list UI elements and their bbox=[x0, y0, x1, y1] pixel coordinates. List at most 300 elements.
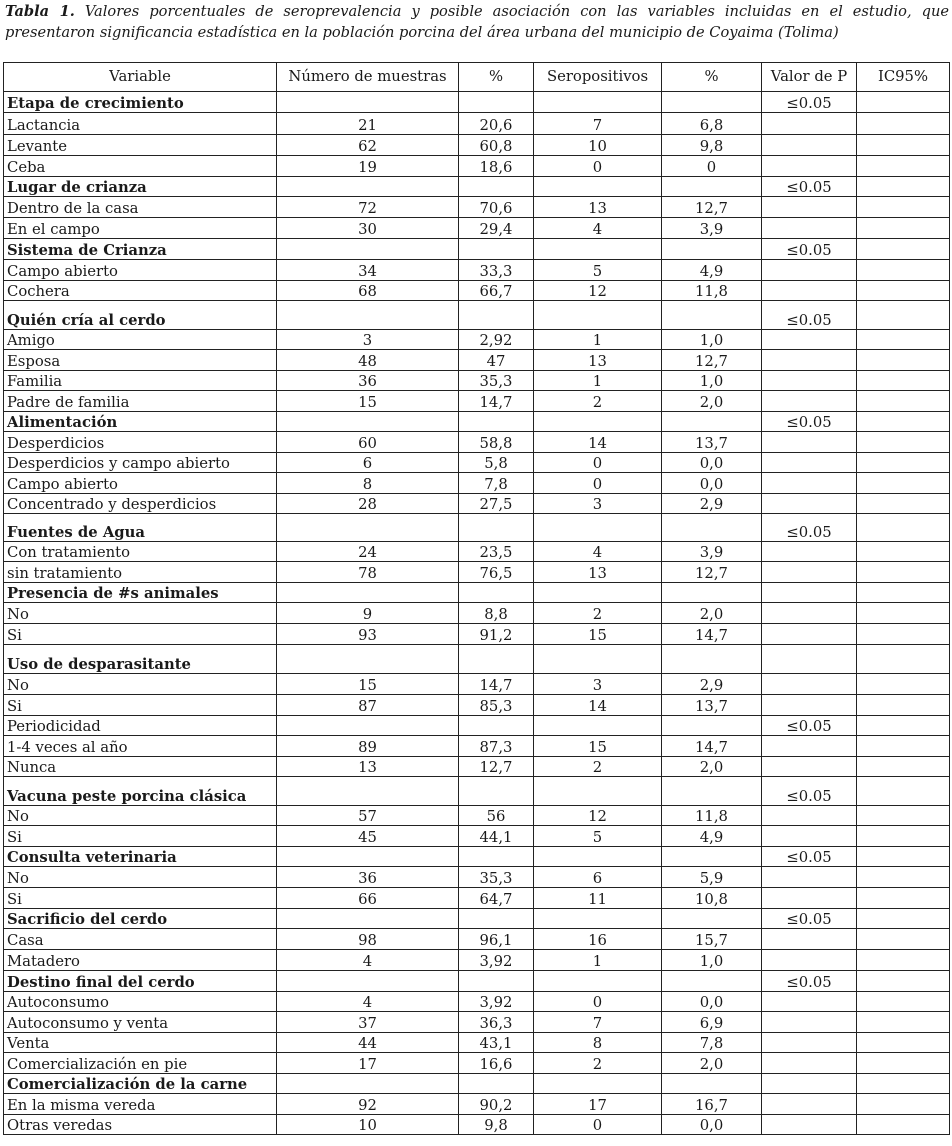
variable-cell: Con tratamiento bbox=[4, 542, 277, 562]
variable-cell: Esposa bbox=[4, 350, 277, 371]
ic95-cell bbox=[857, 371, 950, 391]
muestras-cell: 98 bbox=[277, 929, 459, 950]
variable-cell: Si bbox=[4, 624, 277, 645]
variable-cell: Desperdicios y campo abierto bbox=[4, 453, 277, 473]
valor-p-cell bbox=[762, 736, 857, 757]
pct-seropositivos-cell bbox=[662, 645, 762, 674]
pct-muestras-cell bbox=[459, 92, 534, 113]
valor-p-cell: ≤0.05 bbox=[762, 514, 857, 542]
valor-p-cell: ≤0.05 bbox=[762, 847, 857, 867]
ic95-cell bbox=[857, 695, 950, 716]
valor-p-cell bbox=[762, 135, 857, 156]
ic95-cell bbox=[857, 542, 950, 562]
pct-muestras-cell: 56 bbox=[459, 806, 534, 826]
valor-p-cell bbox=[762, 826, 857, 847]
ic95-cell bbox=[857, 330, 950, 350]
variable-cell: No bbox=[4, 806, 277, 826]
table-row bbox=[4, 330, 950, 350]
pct-muestras-cell bbox=[459, 583, 534, 603]
ic95-cell bbox=[857, 350, 950, 371]
muestras-cell: 92 bbox=[277, 1094, 459, 1115]
table-row bbox=[4, 950, 950, 971]
table-row bbox=[4, 260, 950, 281]
seropositivos-cell: 13 bbox=[534, 350, 662, 371]
seropositivos-cell: 0 bbox=[534, 453, 662, 473]
pct-seropositivos-cell: 11,8 bbox=[662, 281, 762, 301]
pct-muestras-cell: 9,8 bbox=[459, 1115, 534, 1135]
muestras-cell: 8 bbox=[277, 473, 459, 494]
pct-muestras-cell: 5,8 bbox=[459, 453, 534, 473]
ic95-cell bbox=[857, 1053, 950, 1074]
table-body bbox=[4, 92, 950, 1135]
seropositivos-cell: 15 bbox=[534, 624, 662, 645]
seropositivos-cell: 5 bbox=[534, 826, 662, 847]
ic95-cell bbox=[857, 135, 950, 156]
ic95-cell bbox=[857, 777, 950, 806]
muestras-cell bbox=[277, 1074, 459, 1094]
seropositivos-cell bbox=[534, 239, 662, 260]
pct-muestras-cell: 33,3 bbox=[459, 260, 534, 281]
table-row bbox=[4, 156, 950, 177]
pct-muestras-cell: 64,7 bbox=[459, 888, 534, 909]
pct-seropositivos-cell: 0,0 bbox=[662, 473, 762, 494]
pct-seropositivos-cell: 4,9 bbox=[662, 826, 762, 847]
muestras-cell: 19 bbox=[277, 156, 459, 177]
muestras-cell bbox=[277, 239, 459, 260]
table-row bbox=[4, 867, 950, 888]
seropositivos-cell: 8 bbox=[534, 1033, 662, 1053]
pct-muestras-cell bbox=[459, 239, 534, 260]
muestras-cell bbox=[277, 92, 459, 113]
table-row bbox=[4, 1094, 950, 1115]
variable-cell: Amigo bbox=[4, 330, 277, 350]
seropositivos-cell bbox=[534, 1074, 662, 1094]
table-row bbox=[4, 736, 950, 757]
table-row bbox=[4, 113, 950, 135]
ic95-cell bbox=[857, 757, 950, 777]
variable-cell: Presencia de #s animales bbox=[4, 583, 277, 603]
table-row bbox=[4, 218, 950, 239]
group-header-row bbox=[4, 847, 950, 867]
seropositivos-cell bbox=[534, 301, 662, 330]
seropositivos-cell: 2 bbox=[534, 1053, 662, 1074]
pct-muestras-cell: 7,8 bbox=[459, 473, 534, 494]
pct-seropositivos-cell: 6,8 bbox=[662, 113, 762, 135]
valor-p-cell bbox=[762, 888, 857, 909]
variable-cell: Autoconsumo y venta bbox=[4, 1012, 277, 1033]
pct-seropositivos-cell: 2,9 bbox=[662, 674, 762, 695]
pct-seropositivos-cell: 3,9 bbox=[662, 542, 762, 562]
pct-muestras-cell: 44,1 bbox=[459, 826, 534, 847]
table-row bbox=[4, 1115, 950, 1135]
valor-p-cell bbox=[762, 1033, 857, 1053]
ic95-cell bbox=[857, 1074, 950, 1094]
pct-muestras-cell bbox=[459, 716, 534, 736]
ic95-cell bbox=[857, 432, 950, 453]
ic95-cell bbox=[857, 674, 950, 695]
ic95-cell bbox=[857, 716, 950, 736]
pct-seropositivos-cell: 1,0 bbox=[662, 371, 762, 391]
pct-seropositivos-cell: 15,7 bbox=[662, 929, 762, 950]
pct-seropositivos-cell: 16,7 bbox=[662, 1094, 762, 1115]
table-row bbox=[4, 888, 950, 909]
valor-p-cell bbox=[762, 453, 857, 473]
pct-muestras-cell: 35,3 bbox=[459, 867, 534, 888]
pct-seropositivos-cell bbox=[662, 92, 762, 113]
valor-p-cell: ≤0.05 bbox=[762, 909, 857, 929]
seropositivos-cell: 4 bbox=[534, 542, 662, 562]
pct-seropositivos-cell: 6,9 bbox=[662, 1012, 762, 1033]
table-row bbox=[4, 603, 950, 624]
valor-p-cell bbox=[762, 432, 857, 453]
variable-cell: Lactancia bbox=[4, 113, 277, 135]
pct-muestras-cell: 87,3 bbox=[459, 736, 534, 757]
pct-muestras-cell: 60,8 bbox=[459, 135, 534, 156]
seropositivos-cell: 0 bbox=[534, 992, 662, 1012]
seropositivos-cell: 1 bbox=[534, 330, 662, 350]
muestras-cell: 66 bbox=[277, 888, 459, 909]
pct-muestras-cell bbox=[459, 777, 534, 806]
pct-seropositivos-cell: 3,9 bbox=[662, 218, 762, 239]
variable-cell: 1-4 veces al año bbox=[4, 736, 277, 757]
seropositivos-cell bbox=[534, 971, 662, 992]
table-row bbox=[4, 542, 950, 562]
muestras-cell bbox=[277, 514, 459, 542]
variable-cell: Si bbox=[4, 695, 277, 716]
ic95-cell bbox=[857, 301, 950, 330]
muestras-cell: 4 bbox=[277, 950, 459, 971]
valor-p-cell bbox=[762, 757, 857, 777]
variable-cell: En el campo bbox=[4, 218, 277, 239]
seropositivos-cell bbox=[534, 412, 662, 432]
col-header-valor-p: Valor de P bbox=[762, 63, 857, 92]
pct-muestras-cell: 14,7 bbox=[459, 674, 534, 695]
valor-p-cell bbox=[762, 473, 857, 494]
muestras-cell: 48 bbox=[277, 350, 459, 371]
seropositivos-cell: 0 bbox=[534, 1115, 662, 1135]
seropositivos-cell bbox=[534, 92, 662, 113]
table-row bbox=[4, 992, 950, 1012]
ic95-cell bbox=[857, 260, 950, 281]
seropositivos-cell bbox=[534, 777, 662, 806]
valor-p-cell: ≤0.05 bbox=[762, 177, 857, 197]
muestras-cell bbox=[277, 301, 459, 330]
pct-seropositivos-cell: 12,7 bbox=[662, 350, 762, 371]
variable-cell: Nunca bbox=[4, 757, 277, 777]
seropositivos-cell bbox=[534, 583, 662, 603]
muestras-cell: 89 bbox=[277, 736, 459, 757]
pct-seropositivos-cell: 2,0 bbox=[662, 757, 762, 777]
muestras-cell: 24 bbox=[277, 542, 459, 562]
variable-cell: Campo abierto bbox=[4, 260, 277, 281]
table-row bbox=[4, 562, 950, 583]
seropositivos-cell: 4 bbox=[534, 218, 662, 239]
pct-muestras-cell: 3,92 bbox=[459, 950, 534, 971]
muestras-cell: 3 bbox=[277, 330, 459, 350]
valor-p-cell bbox=[762, 674, 857, 695]
ic95-cell bbox=[857, 847, 950, 867]
col-header-pct-muestras: % bbox=[459, 63, 534, 92]
pct-muestras-cell: 76,5 bbox=[459, 562, 534, 583]
variable-cell: Comercialización en pie bbox=[4, 1053, 277, 1074]
pct-muestras-cell bbox=[459, 1074, 534, 1094]
seropositivos-cell: 2 bbox=[534, 603, 662, 624]
pct-seropositivos-cell: 12,7 bbox=[662, 197, 762, 218]
valor-p-cell bbox=[762, 260, 857, 281]
table-row bbox=[4, 494, 950, 514]
variable-cell: Consulta veterinaria bbox=[4, 847, 277, 867]
valor-p-cell bbox=[762, 1074, 857, 1094]
pct-muestras-cell: 70,6 bbox=[459, 197, 534, 218]
pct-seropositivos-cell bbox=[662, 847, 762, 867]
ic95-cell bbox=[857, 113, 950, 135]
pct-seropositivos-cell: 13,7 bbox=[662, 695, 762, 716]
table-head bbox=[4, 63, 950, 92]
table-row bbox=[4, 1012, 950, 1033]
valor-p-cell bbox=[762, 350, 857, 371]
pct-muestras-cell: 47 bbox=[459, 350, 534, 371]
variable-cell: No bbox=[4, 867, 277, 888]
seropositivos-cell bbox=[534, 514, 662, 542]
ic95-cell bbox=[857, 909, 950, 929]
ic95-cell bbox=[857, 156, 950, 177]
pct-seropositivos-cell: 0,0 bbox=[662, 453, 762, 473]
seropositivos-cell bbox=[534, 847, 662, 867]
pct-seropositivos-cell bbox=[662, 716, 762, 736]
pct-seropositivos-cell bbox=[662, 971, 762, 992]
variable-cell: sin tratamiento bbox=[4, 562, 277, 583]
pct-seropositivos-cell: 5,9 bbox=[662, 867, 762, 888]
pct-seropositivos-cell: 12,7 bbox=[662, 562, 762, 583]
muestras-cell bbox=[277, 645, 459, 674]
valor-p-cell bbox=[762, 330, 857, 350]
pct-muestras-cell: 16,6 bbox=[459, 1053, 534, 1074]
table-row bbox=[4, 695, 950, 716]
table-row bbox=[4, 350, 950, 371]
seropositivos-cell bbox=[534, 909, 662, 929]
pct-seropositivos-cell: 14,7 bbox=[662, 624, 762, 645]
col-header-variable: Variable bbox=[4, 63, 277, 92]
table-row bbox=[4, 432, 950, 453]
table-row bbox=[4, 624, 950, 645]
muestras-cell: 34 bbox=[277, 260, 459, 281]
pct-muestras-cell: 12,7 bbox=[459, 757, 534, 777]
pct-seropositivos-cell bbox=[662, 177, 762, 197]
table-row bbox=[4, 391, 950, 412]
muestras-cell: 10 bbox=[277, 1115, 459, 1135]
variable-cell: Familia bbox=[4, 371, 277, 391]
pct-seropositivos-cell: 10,8 bbox=[662, 888, 762, 909]
variable-cell: Comercialización de la carne bbox=[4, 1074, 277, 1094]
variable-cell: Matadero bbox=[4, 950, 277, 971]
variable-cell: Casa bbox=[4, 929, 277, 950]
pct-seropositivos-cell bbox=[662, 1074, 762, 1094]
pct-seropositivos-cell: 11,8 bbox=[662, 806, 762, 826]
caption-text: Valores porcentuales de seroprevalencia y posible asociación con las variables incluidas en el estudio, que presentaron significancia estadística en la población porcina del área urbana del municipio de Coyaima (Tolima) bbox=[5, 3, 949, 41]
valor-p-cell bbox=[762, 562, 857, 583]
valor-p-cell: ≤0.05 bbox=[762, 716, 857, 736]
pct-muestras-cell: 8,8 bbox=[459, 603, 534, 624]
variable-cell: Campo abierto bbox=[4, 473, 277, 494]
table-row bbox=[4, 806, 950, 826]
variable-cell: Periodicidad bbox=[4, 716, 277, 736]
ic95-cell bbox=[857, 391, 950, 412]
seropositivos-cell: 3 bbox=[534, 494, 662, 514]
valor-p-cell bbox=[762, 695, 857, 716]
table-row bbox=[4, 197, 950, 218]
variable-cell: No bbox=[4, 603, 277, 624]
valor-p-cell: ≤0.05 bbox=[762, 301, 857, 330]
muestras-cell bbox=[277, 909, 459, 929]
pct-muestras-cell: 85,3 bbox=[459, 695, 534, 716]
valor-p-cell: ≤0.05 bbox=[762, 971, 857, 992]
variable-cell: Uso de desparasitante bbox=[4, 645, 277, 674]
table-row bbox=[4, 473, 950, 494]
variable-cell: Cochera bbox=[4, 281, 277, 301]
seropositivos-cell: 1 bbox=[534, 371, 662, 391]
pct-muestras-cell bbox=[459, 971, 534, 992]
muestras-cell: 15 bbox=[277, 674, 459, 695]
pct-muestras-cell: 43,1 bbox=[459, 1033, 534, 1053]
table-row bbox=[4, 371, 950, 391]
seropositivos-cell: 12 bbox=[534, 806, 662, 826]
table-caption bbox=[5, 1, 949, 43]
seropositivos-cell bbox=[534, 716, 662, 736]
group-header-row bbox=[4, 239, 950, 260]
seropositivos-cell: 13 bbox=[534, 197, 662, 218]
seropositivos-cell: 7 bbox=[534, 1012, 662, 1033]
pct-seropositivos-cell: 2,0 bbox=[662, 1053, 762, 1074]
pct-muestras-cell: 90,2 bbox=[459, 1094, 534, 1115]
variable-cell: Alimentación bbox=[4, 412, 277, 432]
seropositivos-cell: 15 bbox=[534, 736, 662, 757]
seropositivos-cell: 13 bbox=[534, 562, 662, 583]
table-row bbox=[4, 757, 950, 777]
table-row bbox=[4, 453, 950, 473]
valor-p-cell bbox=[762, 391, 857, 412]
ic95-cell bbox=[857, 562, 950, 583]
pct-seropositivos-cell: 4,9 bbox=[662, 260, 762, 281]
seropositivos-cell bbox=[534, 177, 662, 197]
ic95-cell bbox=[857, 826, 950, 847]
pct-seropositivos-cell: 0,0 bbox=[662, 1115, 762, 1135]
pct-muestras-cell bbox=[459, 909, 534, 929]
muestras-cell: 87 bbox=[277, 695, 459, 716]
valor-p-cell bbox=[762, 867, 857, 888]
pct-muestras-cell bbox=[459, 412, 534, 432]
group-header-row bbox=[4, 92, 950, 113]
valor-p-cell: ≤0.05 bbox=[762, 92, 857, 113]
pct-seropositivos-cell bbox=[662, 239, 762, 260]
ic95-cell bbox=[857, 412, 950, 432]
table-row bbox=[4, 1033, 950, 1053]
pct-muestras-cell: 35,3 bbox=[459, 371, 534, 391]
muestras-cell: 36 bbox=[277, 867, 459, 888]
pct-seropositivos-cell: 7,8 bbox=[662, 1033, 762, 1053]
muestras-cell: 62 bbox=[277, 135, 459, 156]
valor-p-cell bbox=[762, 603, 857, 624]
muestras-cell bbox=[277, 716, 459, 736]
pct-muestras-cell: 14,7 bbox=[459, 391, 534, 412]
pct-seropositivos-cell: 1,0 bbox=[662, 330, 762, 350]
variable-cell: Si bbox=[4, 826, 277, 847]
pct-seropositivos-cell: 0,0 bbox=[662, 992, 762, 1012]
pct-muestras-cell: 36,3 bbox=[459, 1012, 534, 1033]
table-row bbox=[4, 826, 950, 847]
muestras-cell: 4 bbox=[277, 992, 459, 1012]
group-header-row bbox=[4, 1074, 950, 1094]
seropositivos-cell: 1 bbox=[534, 950, 662, 971]
variable-cell: En la misma vereda bbox=[4, 1094, 277, 1115]
group-header-row bbox=[4, 645, 950, 674]
seropositivos-cell: 0 bbox=[534, 156, 662, 177]
valor-p-cell bbox=[762, 1115, 857, 1135]
pct-muestras-cell: 27,5 bbox=[459, 494, 534, 514]
muestras-cell: 28 bbox=[277, 494, 459, 514]
variable-cell: No bbox=[4, 674, 277, 695]
pct-muestras-cell: 23,5 bbox=[459, 542, 534, 562]
muestras-cell: 93 bbox=[277, 624, 459, 645]
variable-cell: Otras veredas bbox=[4, 1115, 277, 1135]
group-header-row bbox=[4, 909, 950, 929]
variable-cell: Lugar de crianza bbox=[4, 177, 277, 197]
valor-p-cell bbox=[762, 494, 857, 514]
seropositivos-cell: 17 bbox=[534, 1094, 662, 1115]
variable-cell: Ceba bbox=[4, 156, 277, 177]
muestras-cell bbox=[277, 971, 459, 992]
pct-seropositivos-cell: 0 bbox=[662, 156, 762, 177]
ic95-cell bbox=[857, 929, 950, 950]
pct-muestras-cell: 3,92 bbox=[459, 992, 534, 1012]
table-row bbox=[4, 674, 950, 695]
pct-seropositivos-cell bbox=[662, 412, 762, 432]
valor-p-cell bbox=[762, 542, 857, 562]
pct-muestras-cell: 91,2 bbox=[459, 624, 534, 645]
valor-p-cell bbox=[762, 624, 857, 645]
col-header-pct-seropositivos: % bbox=[662, 63, 762, 92]
ic95-cell bbox=[857, 645, 950, 674]
group-header-row bbox=[4, 412, 950, 432]
seropositivos-cell: 11 bbox=[534, 888, 662, 909]
ic95-cell bbox=[857, 1033, 950, 1053]
variable-cell: Sistema de Crianza bbox=[4, 239, 277, 260]
data-table bbox=[3, 62, 950, 1135]
pct-seropositivos-cell bbox=[662, 777, 762, 806]
muestras-cell: 68 bbox=[277, 281, 459, 301]
valor-p-cell bbox=[762, 929, 857, 950]
ic95-cell bbox=[857, 197, 950, 218]
valor-p-cell bbox=[762, 992, 857, 1012]
group-header-row bbox=[4, 583, 950, 603]
valor-p-cell bbox=[762, 806, 857, 826]
valor-p-cell bbox=[762, 1053, 857, 1074]
valor-p-cell: ≤0.05 bbox=[762, 777, 857, 806]
pct-seropositivos-cell: 2,0 bbox=[662, 391, 762, 412]
muestras-cell bbox=[277, 412, 459, 432]
pct-muestras-cell: 2,92 bbox=[459, 330, 534, 350]
pct-seropositivos-cell bbox=[662, 583, 762, 603]
col-header-ic95: IC95% bbox=[857, 63, 950, 92]
variable-cell: Si bbox=[4, 888, 277, 909]
valor-p-cell bbox=[762, 645, 857, 674]
variable-cell: Quién cría al cerdo bbox=[4, 301, 277, 330]
muestras-cell bbox=[277, 777, 459, 806]
ic95-cell bbox=[857, 1094, 950, 1115]
seropositivos-cell: 16 bbox=[534, 929, 662, 950]
pct-seropositivos-cell: 1,0 bbox=[662, 950, 762, 971]
pct-seropositivos-cell: 13,7 bbox=[662, 432, 762, 453]
variable-cell: Vacuna peste porcina clásica bbox=[4, 777, 277, 806]
